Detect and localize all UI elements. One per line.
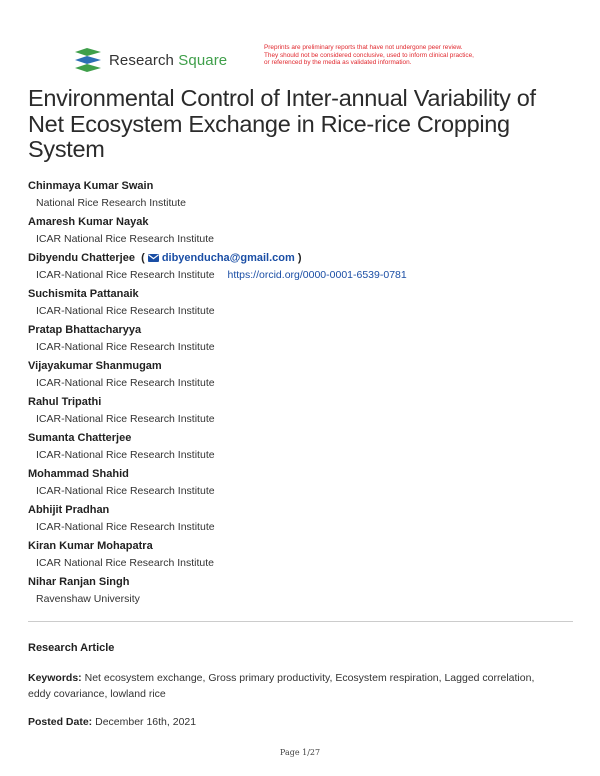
- author-name: Vijayakumar Shanmugam: [28, 360, 162, 372]
- research-square-logo[interactable]: [73, 47, 227, 73]
- author-affiliation: National Rice Research Institute: [36, 197, 186, 209]
- author-entry: [28, 540, 573, 576]
- author-affiliation: ICAR-National Rice Research Institute: [36, 521, 215, 533]
- author-email-link[interactable]: [148, 252, 295, 264]
- envelope-icon: [148, 254, 159, 262]
- author-entry: [28, 504, 573, 540]
- keywords-text: Net ecosystem exchange, Gross primary productivity, Ecosystem respiration, Lagged correlation, eddy covariance, lowland rice: [28, 672, 535, 700]
- article-type: Research Article: [28, 642, 115, 654]
- author-entry: [28, 432, 573, 468]
- author-name: Abhijit Pradhan: [28, 504, 110, 516]
- author-affiliation: ICAR-National Rice Research Institute: [36, 377, 215, 389]
- author-affiliation: ICAR National Rice Research Institute: [36, 233, 214, 245]
- preprint-notice: [264, 44, 554, 67]
- paper-title: Environmental Control of Inter-annual Variability of Net Ecosystem Exchange in Rice-rice Cropping System: [28, 85, 536, 162]
- author-name: Amaresh Kumar Nayak: [28, 216, 149, 228]
- preprint-notice-line: or referenced by the media as validated information.: [264, 59, 412, 67]
- page-number: Page 1/27: [279, 748, 321, 757]
- author-name: Sumanta Chatterjee: [28, 432, 132, 444]
- author-entry: [28, 216, 573, 252]
- research-square-logo-icon: [73, 47, 103, 73]
- keywords: [28, 670, 548, 702]
- email-open-paren: (: [138, 252, 148, 264]
- orcid-link[interactable]: https://orcid.org/0000-0001-6539-0781: [227, 269, 407, 281]
- author-entry: [28, 468, 573, 504]
- author-affiliation: ICAR National Rice Research Institute: [36, 557, 214, 569]
- author-name: Rahul Tripathi: [28, 396, 102, 408]
- posted-date-value: December 16th, 2021: [95, 716, 197, 728]
- author-name: Suchismita Pattanaik: [28, 288, 139, 300]
- author-entry: [28, 576, 573, 612]
- author-affiliation-text: ICAR-National Rice Research Institute: [36, 269, 215, 281]
- posted-date: [28, 716, 196, 728]
- author-affiliation: ICAR-National Rice Research Institute: [36, 449, 215, 461]
- author-name: Chinmaya Kumar Swain: [28, 180, 154, 192]
- section-divider: [28, 621, 573, 622]
- author-name: [28, 252, 573, 269]
- author-name-text: Dibyendu Chatterjee: [28, 252, 135, 264]
- author-email-text: dibyenducha@gmail.com: [161, 252, 295, 264]
- author-entry: [28, 360, 573, 396]
- author-list: [28, 180, 573, 612]
- author-entry: [28, 288, 573, 324]
- logo-text: Research Square: [109, 51, 228, 69]
- author-affiliation: ICAR-National Rice Research Institute: [36, 413, 215, 425]
- preprint-notice-line: Preprints are preliminary reports that have not undergone peer review.: [264, 44, 463, 51]
- author-name: Mohammad Shahid: [28, 468, 129, 480]
- author-name: Pratap Bhattacharyya: [28, 324, 142, 336]
- posted-date-label: Posted Date:: [28, 716, 93, 728]
- author-entry: [28, 324, 573, 360]
- author-affiliation: Ravenshaw University: [36, 593, 140, 605]
- author-affiliation: ICAR-National Rice Research Institute: [36, 305, 215, 317]
- author-affiliation: ICAR-National Rice Research Institute: [36, 485, 215, 497]
- author-affiliation: ICAR-National Rice Research Institute: [36, 341, 215, 353]
- keywords-label: Keywords:: [28, 672, 82, 684]
- author-entry: [28, 180, 573, 216]
- author-entry: [28, 252, 573, 288]
- preprint-notice-line: They should not be considered conclusive, used to inform clinical practice,: [264, 51, 474, 59]
- author-entry: [28, 396, 573, 432]
- author-affiliation: [28, 269, 573, 282]
- author-name: Nihar Ranjan Singh: [28, 576, 130, 588]
- author-name: Kiran Kumar Mohapatra: [28, 540, 153, 552]
- email-close-paren: ): [294, 252, 302, 264]
